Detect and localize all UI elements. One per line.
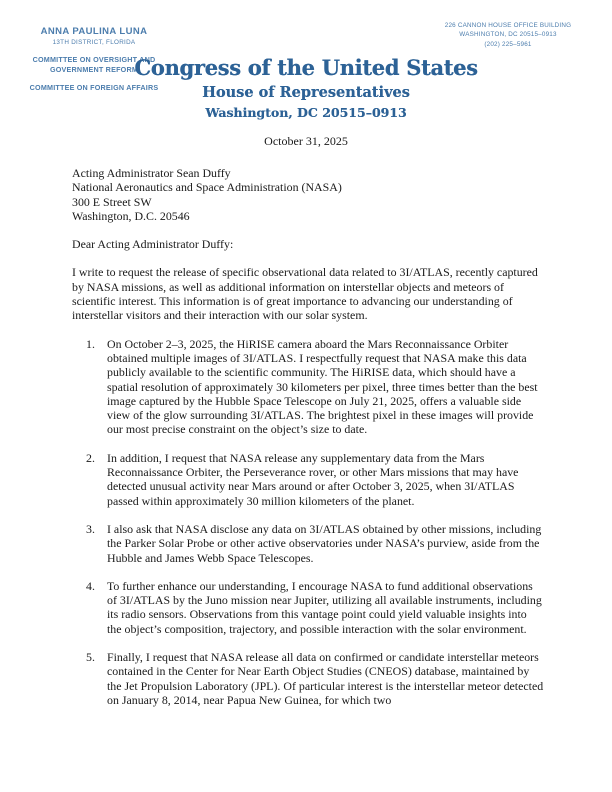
- list-item-text: Finally, I request that NASA release all data on confirmed or candidate interstellar meteors contained in the Center for Near Earth Object Studies (CNEOS) database, maintained by the Jet Propulsion Laboratory (JPL). Of particular interest is the interstellar meteor detected on January 8, 2014, near Papua New Guinea, for which two: [107, 650, 544, 707]
- recipient-street: 300 E Street SW: [72, 194, 152, 209]
- list-item-number: 2.: [86, 450, 95, 465]
- letter-body: [72, 166, 544, 707]
- masthead-house-line: House of Representatives: [202, 84, 410, 101]
- letterhead-office-block: [409, 21, 607, 49]
- committee-foreign-affairs: COMMITTEE ON FOREIGN AFFAIRS: [29, 83, 159, 93]
- list-item-number: 4.: [86, 578, 95, 593]
- list-item-number: 5.: [86, 650, 95, 665]
- recipient-address-block: [72, 166, 544, 223]
- member-name: ANNA PAULINA LUNA: [40, 26, 148, 37]
- intro-paragraph: I write to request the release of specific observational data related to 3I/ATLAS, recently captured by NASA missions, as well as additional information on interstellar objects and meteors of scientific interest. This information is of great importance to advancing our understanding of interstellar visitors and their interaction with our solar system.: [72, 265, 538, 323]
- member-district: 13TH DISTRICT, FLORIDA: [52, 39, 136, 46]
- letter-date: October 31, 2025: [264, 134, 348, 148]
- list-item-text: On October 2–3, 2025, the HiRISE camera aboard the Mars Reconnaissance Orbiter obtained multiple images of 3I/ATLAS. I respectfully request that NASA make this data publicly available to the scientific community. The HiRISE data, which should have a spatial resolution of approximately 30 kilometers per pixel, three times better than the best image captured by the Hubble Space Telescope on July 21, 2025, offers a valuable side view of the glow surrounding 3I/ATLAS. The brightest pixel in these images will provide our most precise constraint on the object’s size to date.: [107, 336, 538, 437]
- office-city-zip: WASHINGTON, DC 20515–0913: [459, 31, 557, 39]
- list-item: [72, 451, 544, 508]
- congress-masthead: [0, 55, 612, 120]
- salutation: Dear Acting Administrator Duffy:: [72, 237, 234, 252]
- office-phone: (202) 225–5961: [484, 40, 532, 48]
- list-item: [72, 522, 544, 565]
- recipient-name: Acting Administrator Sean Duffy: [72, 166, 231, 180]
- recipient-city: Washington, D.C. 20546: [72, 208, 190, 223]
- list-item-text: To further enhance our understanding, I encourage NASA to fund additional observations of 3I/ATLAS by the Juno mission near Jupiter, utilizing all available instruments, including its radio sensors. Observations from this vantage point could yield valuable insights into the object’s composition, trajectory, and possible interaction with the solar environment.: [107, 578, 542, 636]
- list-item-number: 1.: [86, 336, 95, 351]
- recipient-org: National Aeronautics and Space Administration (NASA): [72, 180, 342, 195]
- masthead-congress-line: Congress of the United States: [134, 55, 478, 80]
- list-item-text: I also ask that NASA disclose any data on 3I/ATLAS obtained by other missions, including the Parker Solar Probe or other active observatories under NASA’s purview, aside from the Hubble and James Webb Space Telescopes.: [107, 521, 542, 565]
- office-address: 226 CANNON HOUSE OFFICE BUILDING: [444, 22, 572, 29]
- masthead-washington-line: Washington, DC 20515–0913: [205, 105, 407, 120]
- list-item: [72, 337, 544, 437]
- list-item-text: In addition, I request that NASA release any supplementary data from the Mars Reconnaissance Orbiter, the Perseverance rover, or other Mars missions that may have detected unusual activity near Mars around or after October 3, 2025, when 3I/ATLAS passed within approximately 30 million kilometers of the planet.: [107, 450, 519, 508]
- list-item: [72, 579, 544, 636]
- list-item: [72, 650, 544, 707]
- committee-oversight: COMMITTEE ON OVERSIGHT AND GOVERNMENT REFORM: [32, 55, 156, 74]
- list-item-number: 3.: [86, 521, 95, 536]
